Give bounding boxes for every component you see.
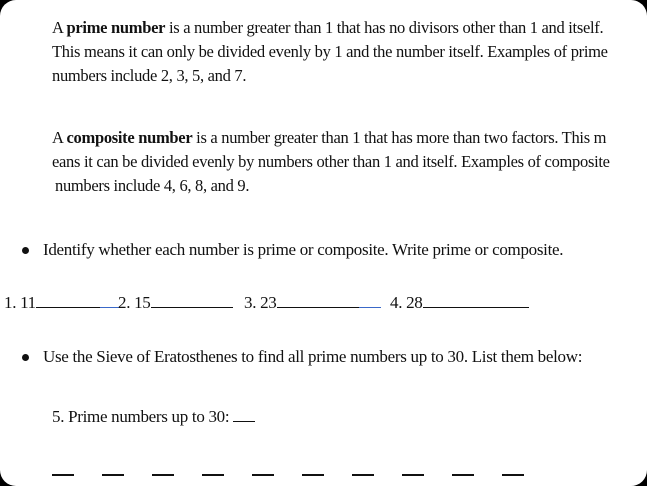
composite-definition-line1: is a number greater than 1 that has more than two factors. This m [192, 128, 607, 147]
question-3 [244, 289, 381, 315]
question-3-answer-blank[interactable] [277, 289, 359, 308]
prime-list-blank[interactable] [202, 474, 224, 476]
prime-list-blank[interactable] [352, 474, 374, 476]
prime-term: prime number [66, 18, 166, 37]
prime-definition-line1: is a number greater than 1 that has no divisors other than 1 and itself. [165, 18, 604, 37]
sieve-instruction [22, 345, 582, 369]
question-4 [390, 289, 529, 315]
bullet-icon [22, 247, 29, 254]
prime-list-blank[interactable] [252, 474, 274, 476]
prime-list-blank[interactable] [102, 474, 124, 476]
prime-list-blank[interactable] [52, 474, 74, 476]
question-2-answer-blank[interactable] [151, 289, 233, 308]
question-3-answer-blank-highlight[interactable] [359, 289, 381, 308]
prime-definition-prefix: A [52, 18, 67, 37]
composite-definition [52, 126, 638, 198]
composite-definition-line2: eans it can be divided evenly by numbers other than 1 and itself. Examples of composite [52, 152, 610, 171]
composite-term: composite number [66, 128, 193, 147]
question-1-answer-blank[interactable] [36, 289, 100, 308]
question-2-label: 2. 15 [118, 293, 151, 312]
composite-definition-line1-wrap [52, 126, 638, 150]
question-4-label: 4. 28 [390, 293, 423, 312]
prime-list-blank[interactable] [402, 474, 424, 476]
question-5-answer-blank[interactable] [233, 403, 255, 422]
prime-list-blank[interactable] [302, 474, 324, 476]
prime-definition-line2: This means it can only be divided evenly by 1 and the number itself. Examples of prime [52, 42, 608, 61]
prime-list-blank[interactable] [452, 474, 474, 476]
prime-definition [52, 16, 638, 88]
prime-list-blank[interactable] [502, 474, 524, 476]
prime-list-blank[interactable] [152, 474, 174, 476]
composite-definition-line3: numbers include 4, 6, 8, and 9. [55, 176, 250, 195]
sieve-instruction-text: Use the Sieve of Eratosthenes to find all prime numbers up to 30. List them below: [43, 347, 583, 366]
question-5 [52, 403, 255, 429]
prime-list-blanks [0, 474, 647, 476]
question-2 [118, 289, 233, 315]
identify-instruction-text: Identify whether each number is prime or composite. Write prime or composite. [43, 240, 564, 259]
question-4-answer-blank[interactable] [423, 289, 529, 308]
question-1 [4, 289, 122, 315]
question-1-label: 1. 11 [4, 293, 36, 312]
prime-definition-line3: numbers include 2, 3, 5, and 7. [52, 66, 247, 85]
bullet-icon [22, 354, 29, 361]
identify-instruction [22, 238, 563, 262]
composite-definition-prefix: A [52, 128, 67, 147]
question-3-label: 3. 23 [244, 293, 277, 312]
question-5-label: 5. Prime numbers up to 30: [52, 407, 230, 426]
